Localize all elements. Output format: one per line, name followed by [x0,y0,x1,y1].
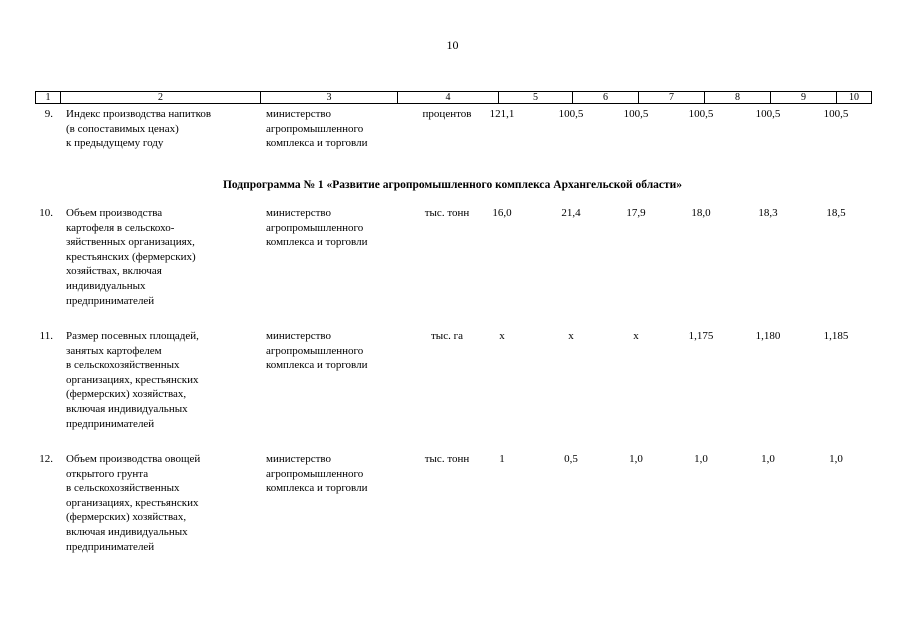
value-cell: 1,0 [829,453,843,465]
value-cell: 1,175 [688,330,714,342]
value-cell: 1,0 [629,453,643,465]
indicator-name-line: открытого грунта [66,467,149,480]
indicator-name-line: предпринимателей [66,417,155,430]
column-header: 9 [771,92,837,104]
column-header: 1 [36,92,61,104]
column-header: 8 [705,92,771,104]
value-cell: 1,0 [761,453,775,465]
value-cell: 100,5 [823,108,849,120]
ministry-line: министерство [266,207,332,219]
indicator-name-line: к предыдущему году [66,137,164,150]
ministry-line: комплекса и торговли [266,482,368,495]
value-cell: х [633,330,639,342]
ministry-line: комплекса и торговли [266,137,368,150]
value-cell: 100,5 [755,108,781,120]
ministry-line: агропромышленного [266,221,364,234]
indicator-name-line: индивидуальных [66,279,146,292]
column-header: 7 [639,92,705,104]
value-cell: 100,5 [558,108,584,120]
value-cell: 18,3 [758,207,778,219]
value-cell: 100,5 [688,108,714,120]
value-cell: х [568,330,574,342]
indicator-name [66,206,256,308]
value-cell: 1,0 [694,453,708,465]
indicator-name-line: организациях, крестьянских [66,373,199,386]
row-number: 10. [39,207,53,219]
indicator-name-line: Объем производства овощей [66,453,201,465]
value-cell: 21,4 [561,207,581,219]
ministry-line: министерство [266,330,332,342]
unit: процентов [422,108,472,120]
responsible-ministry [266,452,396,496]
value-cell: 1,185 [823,330,849,342]
ministry-line: агропромышленного [266,122,364,135]
indicator-name-line: (фермерских) хозяйствах, [66,388,187,401]
indicator-name-line: в сельскохозяйственных [66,359,180,372]
column-number-header [35,91,872,104]
ministry-line: комплекса и торговли [266,236,368,249]
column-header: 10 [837,92,872,104]
ministry-line: агропромышленного [266,344,364,357]
indicator-name-line: Индекс производства напитков [66,108,212,120]
column-header: 2 [61,92,261,104]
indicator-name-line: (фермерских) хозяйствах, [66,511,187,524]
indicator-name-line: предпринимателей [66,540,155,553]
column-header: 6 [573,92,639,104]
subprogram-title: Подпрограмма № 1 «Развитие агропромышленного комплекса Архангельской области» [222,179,683,191]
ministry-line: министерство [266,108,332,120]
unit: тыс. га [431,330,463,342]
responsible-ministry [266,107,396,151]
indicator-name [66,452,256,554]
ministry-line: комплекса и торговли [266,359,368,372]
indicator-name [66,329,256,431]
indicator-name-line: крестьянских (фермерских) [66,250,196,263]
row-number: 12. [39,453,53,465]
value-cell: 1,180 [755,330,781,342]
responsible-ministry [266,329,396,373]
value-cell: 18,5 [826,207,846,219]
value-cell: 17,9 [626,207,646,219]
indicator-name-line: (в сопоставимых ценах) [66,122,179,135]
indicator-name-line: включая индивидуальных [66,525,188,538]
unit: тыс. тонн [424,453,470,465]
indicator-name-line: зяйственных организациях, [66,236,195,249]
value-cell: 1 [499,453,505,465]
indicator-name-line: предпринимателей [66,294,155,307]
value-cell: 18,0 [691,207,711,219]
indicator-name-line: Размер посевных площадей, [66,330,199,342]
indicator-name-line: картофеля в сельскохо- [66,221,175,234]
row-number: 11. [39,330,53,342]
indicator-name-line: включая индивидуальных [66,402,188,415]
value-cell: 100,5 [623,108,649,120]
value-cell: 16,0 [492,207,512,219]
page-number: 10 [446,38,459,52]
ministry-line: министерство [266,453,332,465]
indicator-name-line: Объем производства [66,207,163,219]
value-cell: х [499,330,505,342]
ministry-line: агропромышленного [266,467,364,480]
indicator-name-line: организациях, крестьянских [66,496,199,509]
column-header: 5 [499,92,573,104]
row-number: 9. [44,108,53,120]
unit: тыс. тонн [424,207,470,219]
indicator-name-line: в сельскохозяйственных [66,482,180,495]
responsible-ministry [266,206,396,250]
indicator-name [66,107,256,151]
column-header: 3 [261,92,398,104]
value-cell: 121,1 [489,108,515,120]
column-header: 4 [398,92,499,104]
indicator-name-line: хозяйствах, включая [66,265,162,278]
value-cell: 0,5 [564,453,578,465]
indicator-name-line: занятых картофелем [66,344,162,357]
